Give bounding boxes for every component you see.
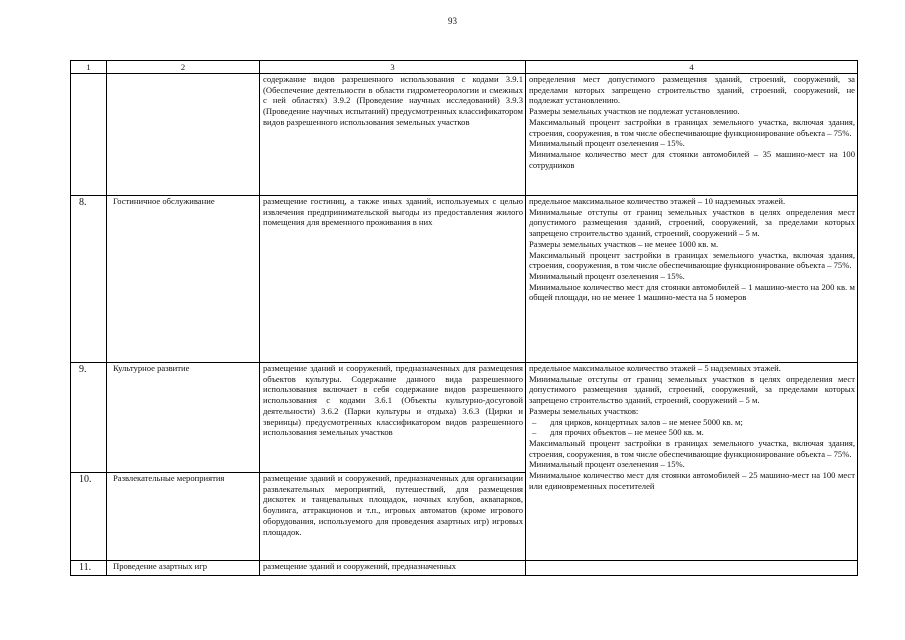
row-number-cell: 8. bbox=[71, 196, 107, 363]
row-number-cell: 9. bbox=[71, 363, 107, 473]
parameters-cell bbox=[526, 561, 858, 576]
use-description-cell: размещение зданий и сооружений, предназначенных bbox=[260, 561, 526, 576]
parameter-line: Размеры земельных участков: bbox=[529, 405, 639, 416]
use-description-cell: содержание видов разрешенного использования с кодами 3.9.1 (Обеспечение деятельности в области гидрометеорологии и смежных с ней областях) 3.9.2 (Проведение научных исследований) 3.9.3 (Проведение научных испытаний) предусмотренных классификатором видов разрешенного использования земельных участков bbox=[260, 74, 526, 196]
table-row-continuation bbox=[71, 74, 858, 196]
parameter-line: предельное максимальное количество этажей – 10 надземных этажей. bbox=[529, 196, 786, 206]
parameters-cell-merged bbox=[526, 363, 858, 561]
parameters-cell bbox=[526, 74, 858, 196]
row-number-cell: 11. bbox=[71, 561, 107, 576]
use-name-cell: Гостиничное обслуживание bbox=[107, 196, 260, 363]
list-item: – для прочих объектов – не менее 500 кв. м. bbox=[529, 427, 855, 438]
column-number-1: 1 bbox=[71, 61, 107, 74]
table-row-9 bbox=[71, 363, 858, 473]
use-name-cell bbox=[107, 74, 260, 196]
zoning-table bbox=[70, 60, 858, 576]
use-name-cell: Проведение азартных игр bbox=[107, 561, 260, 576]
parameter-line: определения мест допустимого размещения зданий, строений, сооружений, за пределами которых запрещено строительство зданий, строений, сооружений, не подлежат установлению. bbox=[529, 74, 855, 106]
parameter-line: Размеры земельных участков – не менее 1000 кв. м. bbox=[529, 238, 719, 249]
parameter-line: Минимальное количество мест для стоянки автомобилей – 35 машино-мест на 100 сотрудников bbox=[529, 148, 855, 170]
parameter-line: Минимальный процент озеленения – 15%. bbox=[529, 459, 685, 470]
use-name-cell: Культурное развитие bbox=[107, 363, 260, 473]
use-description-cell: размещение зданий и сооружений, предназначенных для организации развлекательных мероприятий, путешествий, для размещения дискотек и танцевальных площадок, ночных клубов, аквапарков, боулинга, аттракционов и т.п., игровых автоматов (кроме игрового оборудования, используемого для проведения азартных игр) игровых площадок. bbox=[260, 473, 526, 561]
plot-size-list bbox=[529, 417, 855, 438]
column-number-3: 3 bbox=[260, 61, 526, 74]
parameter-line: Минимальное количество мест для стоянки автомобилей – 1 машино-место на 200 кв. м общей площади, но не менее 1 машино-места на 5 номеров bbox=[529, 281, 855, 303]
parameter-line: Размеры земельных участков не подлежат установлению. bbox=[529, 106, 740, 117]
parameter-line: Максимальный процент застройки в границах земельного участка, включая здания, строения, сооружения, в том числе обеспечивающие функционирование объекта – 75%. bbox=[529, 249, 855, 271]
table-row-8 bbox=[71, 196, 858, 363]
table-header-row bbox=[71, 61, 858, 74]
use-name-cell: Развлекательные мероприятия bbox=[107, 473, 260, 561]
list-item: – для цирков, концертных залов – не менее 5000 кв. м; bbox=[529, 417, 855, 428]
parameter-line: Максимальный процент застройки в границах земельного участка, включая здания, строения, сооружения, в том числе обеспечивающие функционирование объекта – 75%. bbox=[529, 437, 855, 459]
row-number-cell: 10. bbox=[71, 473, 107, 561]
parameter-line: Минимальные отступы от границ земельных участков в целях определения мест допустимого размещения зданий, строений, сооружений, за пределами которых запрещено строительство зданий, строений, сооружений – 5 м. bbox=[529, 373, 855, 406]
use-description-cell: размещение гостиниц, а также иных зданий, используемых с целью извлечения предпринимательской выгоды из предоставления жилого помещения для временного проживания в них bbox=[260, 196, 526, 363]
table-row-11 bbox=[71, 561, 858, 576]
parameter-line: Минимальный процент озеленения – 15%. bbox=[529, 138, 685, 149]
parameter-line: Минимальный процент озеленения – 15%. bbox=[529, 270, 685, 281]
column-number-2: 2 bbox=[107, 61, 260, 74]
parameters-cell bbox=[526, 196, 858, 363]
page-number: 93 bbox=[448, 16, 457, 26]
parameter-line: Максимальный процент застройки в границах земельного участка, включая здания, строения, сооружения, в том числе обеспечивающие функционирование объекта – 75%. bbox=[529, 116, 855, 138]
column-number-4: 4 bbox=[526, 61, 858, 74]
parameter-line: Минимальное количество мест для стоянки автомобилей – 25 машино-мест на 100 мест или единовременных посетителей bbox=[529, 470, 855, 491]
use-description-cell: размещение зданий и сооружений, предназначенных для размещения объектов культуры. Содержание данного вида разрешенного использования включает в себя содержание видов разрешенного использования с кодами 3.6.1 (Объекты культурно-досуговой деятельности) 3.6.2 (Парки культуры и отдыха) 3.6.3 (Цирки и зверинцы) предусмотренных классификатором видов разрешенного использования земельных участков bbox=[260, 363, 526, 473]
parameter-line: Минимальные отступы от границ земельных участков в целях определения мест допустимого размещения зданий, строений, сооружений, за пределами которых запрещено строительство зданий, строений, сооружений – 5 м. bbox=[529, 206, 855, 239]
parameter-line: предельное максимальное количество этажей – 5 надземных этажей. bbox=[529, 363, 781, 373]
row-number-cell bbox=[71, 74, 107, 196]
